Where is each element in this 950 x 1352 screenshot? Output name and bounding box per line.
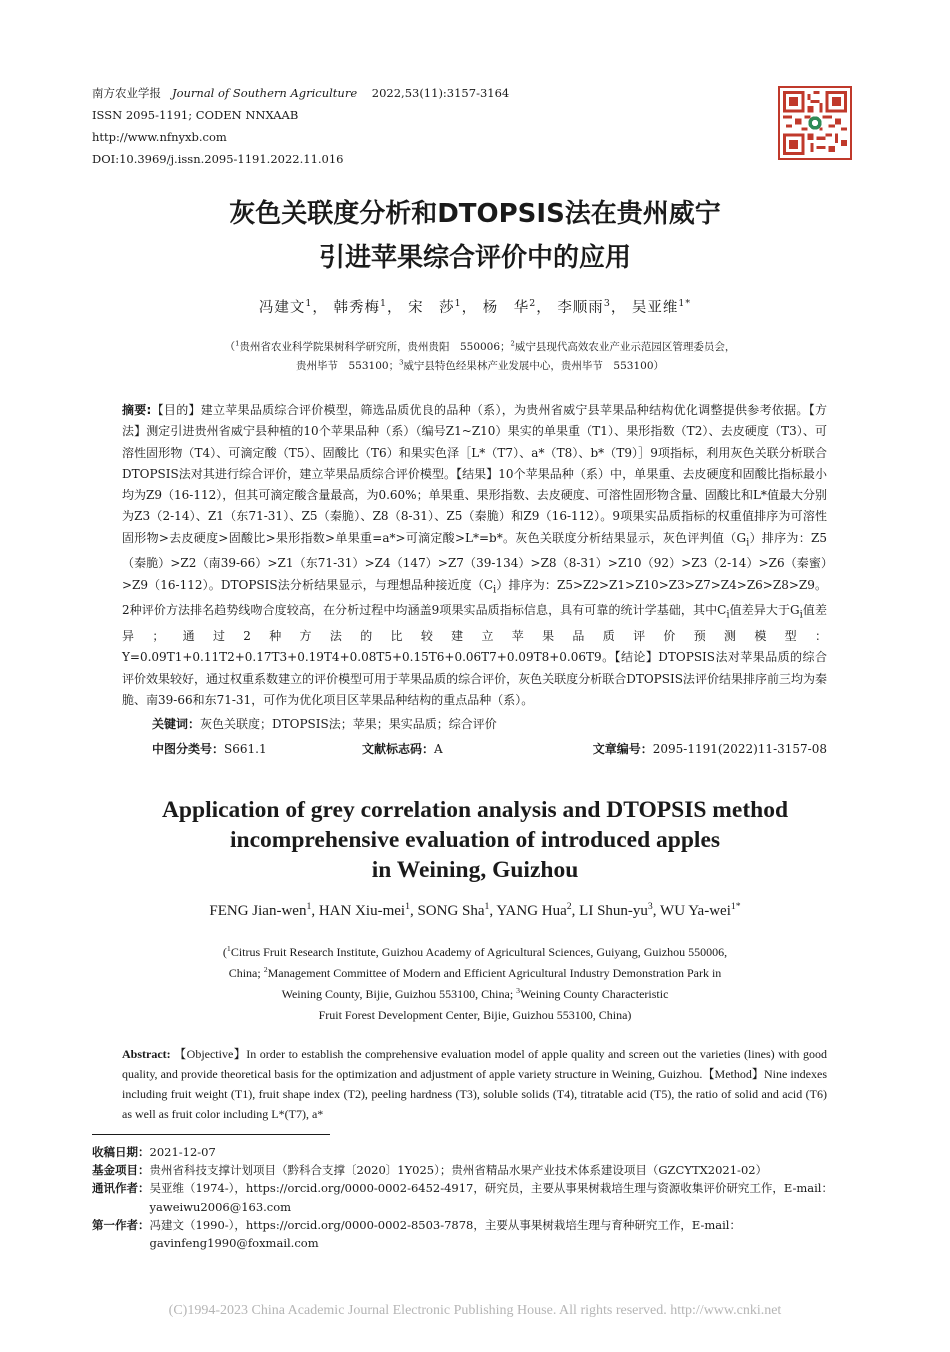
author-cn: 杨 华 xyxy=(482,300,530,316)
journal-name-cn: 南方农业学报 xyxy=(92,86,161,100)
author-en-sup: 1 xyxy=(306,901,312,912)
journal-issue: 2022,53(11):3157-3164 xyxy=(371,86,510,100)
article-number xyxy=(592,740,827,757)
keywords-cn-text: 灰色关联度；DTOPSIS法；苹果；果实品质；综合评价 xyxy=(200,717,497,731)
abstract-en xyxy=(122,1044,827,1124)
affil-text: Management Committee of Modern and Efficient Agricultural Industry Demonstration Park in xyxy=(267,966,722,980)
affil-sup: 1 xyxy=(226,944,231,953)
abstract-cn-sub: i xyxy=(493,584,497,596)
footnote-first-author xyxy=(92,1216,862,1252)
affil-sup: 2 xyxy=(510,339,515,348)
keywords-cn-label: 关键词： xyxy=(152,717,201,731)
abstract-cn-text: 值差异大于G xyxy=(729,603,800,618)
abstract-cn-text: ）排序为：Z5（秦脆）>Z2（南39-66）>Z1（东71-31）>Z4（147）>Z7（39-134）>Z8（8-31）>Z10（92）>Z3（2-14）>Z6（秦蜜）>Z9（16-112）。DTOPSIS法分析结果显示，与理想品种接近度（C xyxy=(122,530,827,592)
author-cn-sup: 1 xyxy=(379,298,387,310)
journal-name-line xyxy=(92,82,509,104)
footnote-label: 第一作者： xyxy=(92,1217,150,1232)
author-cn-sup: 1* xyxy=(678,298,692,310)
author-cn: 吴亚维 xyxy=(631,300,679,316)
footnotes xyxy=(92,1143,862,1252)
affil-text: 贵州省农业科学院果树科学研究所，贵州贵阳 550006； xyxy=(239,341,511,353)
author-cn: 李顺雨 xyxy=(557,300,604,316)
author-en: LI Shun-yu xyxy=(579,903,648,919)
author-cn: 宋 莎 xyxy=(408,300,455,316)
authors-cn xyxy=(0,296,950,317)
author-sep: ， xyxy=(386,300,403,316)
abstract-cn-sub: i xyxy=(726,609,730,621)
affil-paren: ( xyxy=(222,945,227,959)
author-en: SONG Sha xyxy=(417,903,485,919)
author-en-sup: 1* xyxy=(730,901,741,912)
doc-value: A xyxy=(434,742,443,756)
abstract-cn-text: 【目的】建立苹果品质综合评价模型，筛选品质优良的品种（系），为贵州省威宁县苹果品种结构优化调整提供参考依据。【方法】测定引进贵州省威宁县种植的10个苹果品种（系）（编号Z1~Z10）果实的单果重（T1）、果形指数（T2）、去皮硬度（T3）、可溶性固形物（T4）、可滴定酸（T5）、固酸比（T6）和果实色泽［L*（T7）、a*（T8）、b*（T9）］9项指标，利用灰色关联分析联合DTOPSIS法对其进行综合评价，建立苹果品质综合评价模型。【结果】10个苹果品种（系）中，单果重、去皮硬度和固酸比指标最小均为Z9（16-112），但其可滴定酸含量最高，为0.60%；单果重、果形指数、去皮硬度、可溶性固形物含量、固酸比和L*值最大分别为Z3（2-14）、Z1（东71-31）、Z5（秦脆）、Z8（8-31）、Z5（秦脆）和Z9（16-112）。9项果实品质指标的权重值排序为可溶性固形物>去皮硬度>固酸比>果形指数>单果重=a*>可滴定酸>L*=b*。灰色关联度分析结果显示，灰色评判值（G xyxy=(122,403,827,545)
affil-text: 威宁县特色经果林产业发展中心，贵州毕节 553100） xyxy=(403,360,665,372)
copyright-watermark: (C)1994-2023 China Academic Journal Electronic Publishing House. All rights reserved. http://www.cnki.net xyxy=(168,1303,782,1318)
abstract-cn-text: ）排序为：Z5>Z2>Z1>Z10>Z3>Z7>Z4>Z6>Z8>Z9。2种评价方法排名趋势线吻合度较高，在分析过程中均涵盖9项果实品质指标信息，具有可靠的统计学基础，其中C xyxy=(122,577,827,618)
author-en: HAN Xiu-mei xyxy=(318,903,406,919)
journal-header xyxy=(92,82,509,170)
title-en-line-1: Application of grey correlation analysis and DTOPSIS method xyxy=(161,797,789,823)
affil-text: China; xyxy=(228,966,264,980)
journal-url[interactable]: http://www.nfnyxb.com xyxy=(92,130,227,144)
footnote-divider xyxy=(92,1134,330,1135)
journal-doi[interactable]: DOI:10.3969/j.issn.2095-1191.2022.11.016 xyxy=(92,152,344,166)
footnote-label: 收稿日期： xyxy=(92,1145,150,1159)
title-cn xyxy=(0,192,950,280)
affil-text: 威宁县现代高效农业产业示范园区管理委员会， xyxy=(514,341,736,353)
author-sep: , xyxy=(311,903,319,919)
clc-number xyxy=(152,740,362,757)
author-en: FENG Jian-wen xyxy=(209,903,307,919)
qr-code-icon xyxy=(778,86,852,160)
author-cn-sup: 3 xyxy=(603,298,611,310)
title-en-line-3: in Weining, Guizhou xyxy=(371,857,579,883)
footnote-value: 吴亚维（1974-），https://orcid.org/0000-0002-6452-4917，研究员，主要从事果树栽培生理与资源收集评价研究工作，E-mail：yaweiwu2006@163.com xyxy=(149,1181,833,1214)
abstract-cn xyxy=(122,400,827,711)
title-en xyxy=(0,795,950,885)
author-sep: ， xyxy=(461,300,478,316)
document-code xyxy=(362,740,592,757)
affiliations-cn xyxy=(160,338,800,376)
affiliations-en xyxy=(150,942,800,1026)
affil-paren: （ xyxy=(224,341,236,353)
doc-label: 文献标志码： xyxy=(362,742,435,756)
journal-issn: ISSN 2095-1191; CODEN NNXAAB xyxy=(92,108,299,122)
authors-en xyxy=(0,903,950,920)
affil-text: Weining County Characteristic xyxy=(520,987,669,1001)
footnote-received xyxy=(92,1143,862,1161)
author-en-sup: 3 xyxy=(647,901,653,912)
author-cn: 韩秀梅 xyxy=(333,300,380,316)
clc-label: 中图分类号： xyxy=(152,742,225,756)
art-label: 文章编号： xyxy=(592,742,653,756)
abstract-cn-sub: i xyxy=(799,609,803,621)
author-cn-sup: 2 xyxy=(529,298,537,310)
affil-sup: 3 xyxy=(516,986,521,995)
abstract-cn-sub: i xyxy=(746,537,750,549)
abstract-cn-label: 摘要: xyxy=(122,403,152,417)
author-sep: ， xyxy=(610,300,627,316)
author-sep: , xyxy=(489,903,497,919)
affil-sup: 1 xyxy=(235,339,240,348)
title-cn-line-2: 引进苹果综合评价中的应用 xyxy=(318,243,631,273)
footnote-label: 基金项目： xyxy=(92,1163,150,1178)
clc-value: S661.1 xyxy=(224,742,267,756)
title-en-line-2: incomprehensive evaluation of introduced apples xyxy=(229,827,721,853)
footnote-value: 冯建文（1990-），https://orcid.org/0000-0002-8503-7878，主要从事果树栽培生理与育种研究工作，E-mail：gavinfeng1990@foxmail.com xyxy=(149,1217,741,1251)
abstract-en-text: 【Objective】In order to establish the comprehensive evaluation model of apple quality and screen out the varieties (lines) with good quality, and provide theoretical basis for the optimization and adjustment of apple variety structure in Weining, Guizhou.【Method】Nine indexes including fruit weight (T1), fruit shape index (T2), peeling hardness (T3), soluble solids (T4), titratable acid (T5), the ratio of solid and acid (T6) as well as fruit color including L*(T7), a* xyxy=(122,1047,827,1121)
author-en-sup: 1 xyxy=(405,901,410,912)
author-en: YANG Hua xyxy=(496,903,567,919)
author-cn-sup: 1 xyxy=(305,298,313,310)
footnote-value: 贵州省科技支撑计划项目（黔科合支撑〔2020〕1Y025）；贵州省精品水果产业技术体系建设项目（GZCYTX2021-02） xyxy=(149,1163,768,1178)
author-en-sup: 2 xyxy=(566,901,572,912)
affil-text: Weining County, Bijie, Guizhou 553100, China; xyxy=(281,987,517,1001)
author-sep: , xyxy=(652,903,661,919)
classification-line xyxy=(152,740,827,757)
author-cn: 冯建文 xyxy=(258,300,306,316)
affil-sup: 3 xyxy=(399,358,404,367)
affil-text: Citrus Fruit Research Institute, Guizhou Academy of Agricultural Sciences, Guiyang, Guizhou 550006, xyxy=(230,945,728,959)
title-cn-line-1: 灰色关联度分析和DTOPSIS法在贵州威宁 xyxy=(229,199,721,229)
footnote-value: 2021-12-07 xyxy=(149,1145,216,1159)
author-sep: , xyxy=(571,903,580,919)
author-sep: , xyxy=(409,903,418,919)
affil-text: 贵州毕节 553100； xyxy=(295,360,400,372)
footnote-label: 通讯作者： xyxy=(92,1181,150,1196)
art-value: 2095-1191(2022)11-3157-08 xyxy=(652,742,827,756)
affil-text: Fruit Forest Development Center, Bijie, Guizhou 553100, China) xyxy=(318,1008,632,1022)
footnote-fund xyxy=(92,1161,862,1179)
abstract-cn-text: 值差异；通过2种方法的比较建立苹果品质评价预测模型：Y=0.09T1+0.11T2+0.17T3+0.19T4+0.08T5+0.15T6+0.06T7+0.09T8+0.06T9。【结论】DTOPSIS法对苹果品质的综合评价效果较好，通过权重系数建立的评价模型可用于苹果品质的综合评价，灰色关联度分析联合DTOPSIS法评价结果排序前三均为秦脆、南39-66和东71-31，可作为优化项目区苹果品种结构的重点品种（系）。 xyxy=(122,603,827,708)
abstract-en-label: Abstract: xyxy=(122,1047,171,1061)
author-en: WU Ya-wei xyxy=(660,903,731,919)
footnote-corresponding xyxy=(92,1179,862,1215)
affil-sup: 2 xyxy=(263,965,268,974)
journal-name-en: Journal of Southern Agriculture xyxy=(171,86,358,100)
author-cn-sup: 1 xyxy=(454,298,462,310)
author-sep: ， xyxy=(536,300,552,316)
author-en-sup: 1 xyxy=(484,901,490,912)
author-sep: ， xyxy=(312,300,328,316)
keywords-cn xyxy=(152,715,497,732)
